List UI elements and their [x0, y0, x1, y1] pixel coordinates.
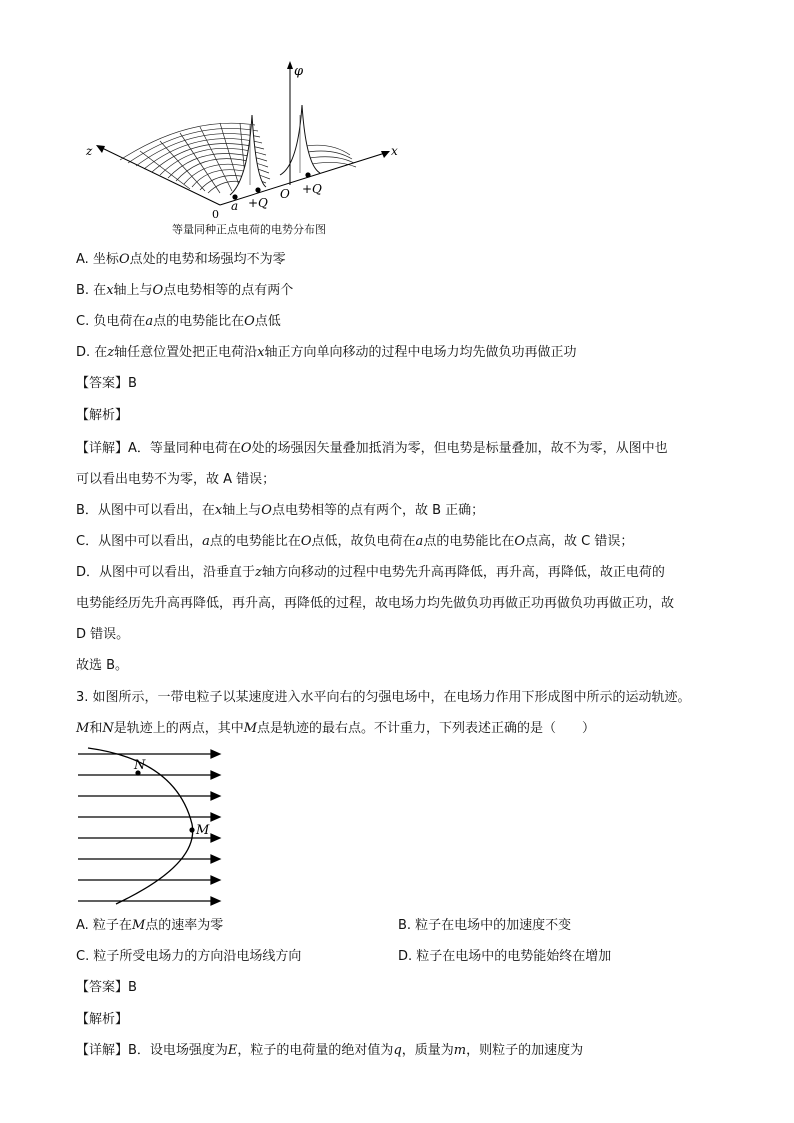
answer-label: 【答案】B [76, 376, 137, 391]
q3-analysis-label: 【解析】 [76, 1012, 129, 1027]
option-d: D. 在z轴任意位置处把正电荷沿x轴正方向单向移动的过程中电场力均先做负功再做正功 [76, 345, 577, 360]
detail-line: D 错误。 [76, 627, 130, 642]
svg-text:φ: φ [294, 64, 304, 79]
detail-line: 电势能经历先升高再降低，再升高，再降低的过程，故电场力均先做负功再做正功再做负功再做正功，故 [76, 596, 675, 611]
svg-text:+Q: +Q [248, 196, 268, 210]
svg-text:x: x [391, 144, 398, 158]
option-c: C. 负电荷在a点的电势能比在O点低 [76, 314, 281, 329]
analysis-label: 【解析】 [76, 408, 129, 423]
svg-text:O: O [280, 187, 290, 201]
q3-option-c: C. 粒子所受电场力的方向沿电场线方向 [76, 949, 302, 964]
detail-line: 可以看出电势不为零，故 A 错误； [76, 472, 276, 487]
svg-text:a: a [231, 199, 239, 213]
option-b: B. 在x轴上与O点电势相等的点有两个 [76, 283, 294, 298]
detail-line: C．从图中可以看出，a点的电势能比在O点低，故负电荷在a点的电势能比在O点高，故 C 错误； [76, 534, 634, 549]
z-axis [100, 147, 220, 205]
detail-line: D．从图中可以看出，沿垂直于z轴方向移动的过程中电势先升高再降低，再升高，再降低，故正电荷的 [76, 565, 665, 580]
q3-detail-line: 【详解】B．设电场强度为E，粒子的电荷量的绝对值为q，质量为m，则粒子的加速度为 [76, 1043, 584, 1058]
svg-text:+Q: +Q [302, 182, 322, 196]
q3-option-b: B. 粒子在电场中的加速度不变 [398, 918, 572, 933]
potential-distribution-figure [80, 55, 410, 220]
svg-text:N: N [134, 758, 146, 773]
electric-field-trajectory-figure [76, 746, 226, 906]
svg-text:0: 0 [212, 208, 219, 220]
conclusion-line: 故选 B。 [76, 658, 129, 673]
detail-line: 【详解】A．等量同种电荷在O处的场强因矢量叠加抵消为零，但电势是标量叠加，故不为零，从图中也 [76, 441, 668, 456]
option-a: A. 坐标O点处的电势和场强均不为零 [76, 252, 286, 267]
svg-text:M: M [196, 823, 210, 838]
question-3-stem: 3. 如图所示，一带电粒子以某速度进入水平向右的匀强电场中，在电场力作用下形成图中所示的运动轨迹。 [76, 690, 691, 705]
q3-option-d: D. 粒子在电场中的电势能始终在增加 [398, 949, 612, 964]
svg-text:z: z [86, 144, 93, 158]
q3-answer-label: 【答案】B [76, 980, 137, 995]
detail-line: B．从图中可以看出，在x轴上与O点电势相等的点有两个，故 B 正确； [76, 503, 485, 518]
q3-option-a: A. 粒子在M点的速率为零 [76, 918, 224, 933]
figure-caption: 等量同种正点电荷的电势分布图 [172, 223, 326, 236]
question-3-stem-2: M和N是轨迹上的两点，其中M点是轨迹的最右点。不计重力，下列表述正确的是（ ） [76, 721, 596, 736]
